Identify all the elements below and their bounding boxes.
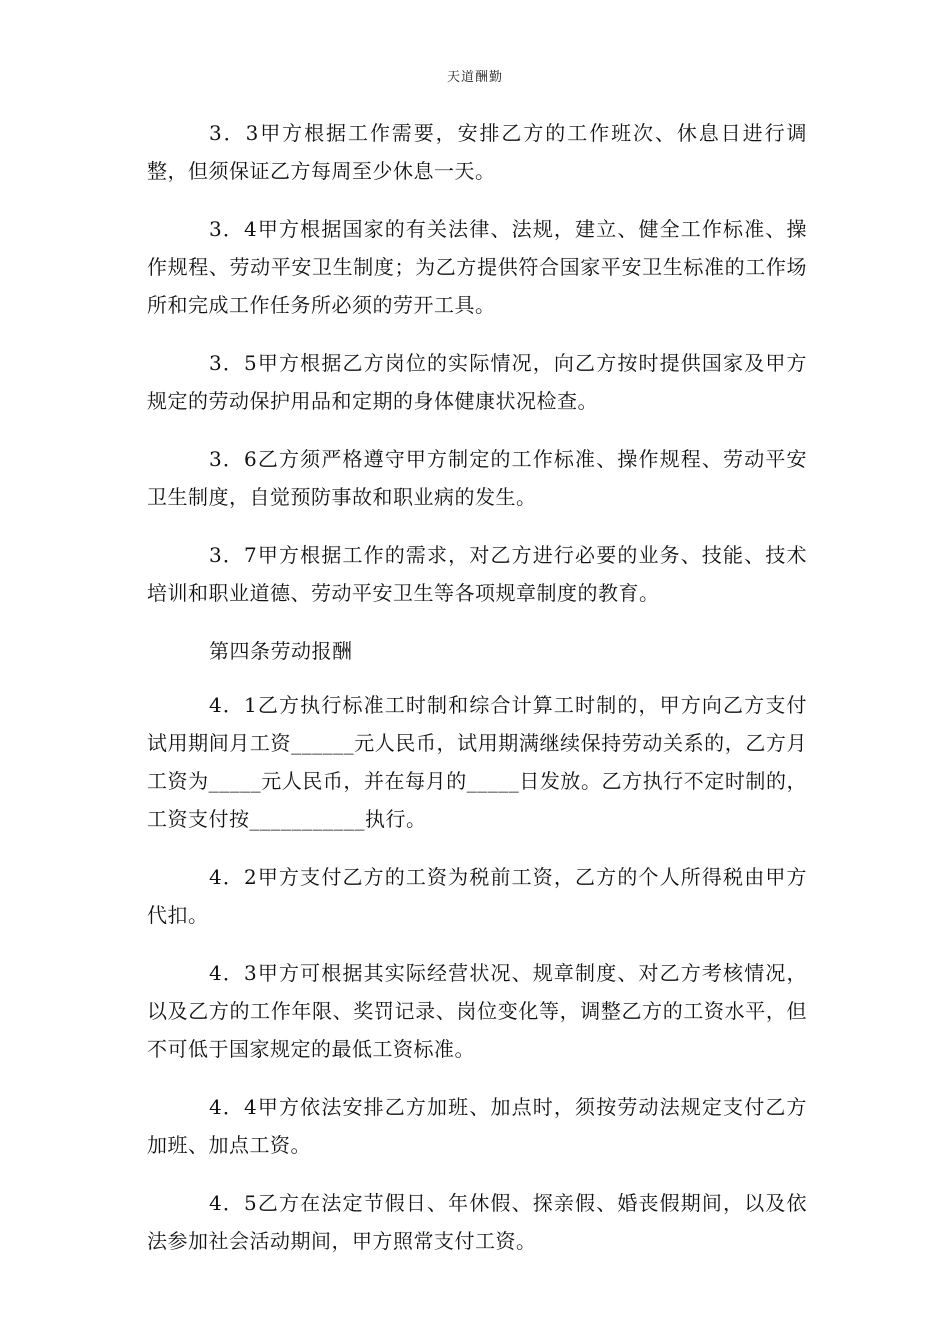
- clause-3-6: 3．6乙方须严格遵守甲方制定的工作标准、操作规程、劳动平安卫生制度，自觉预防事故和职业病的发生。: [147, 447, 807, 509]
- clause-4-4: 4．4甲方依法安排乙方加班、加点时，须按劳动法规定支付乙方加班、加点工资。: [147, 1095, 807, 1157]
- page-header: 天道酬勤: [446, 70, 503, 85]
- clause-4-1: 4．1乙方执行标准工时制和综合计算工时制的，甲方向乙方支付试用期间月工资______元人民币，试用期满继续保持劳动关系的，乙方月工资为_____元人民币，并在每月的_____日发放。乙方执行不定时制的，工资支付按___________执行。: [147, 693, 807, 831]
- clause-4-2: 4．2甲方支付乙方的工资为税前工资，乙方的个人所得税由甲方代扣。: [147, 865, 807, 927]
- document-body: [147, 114, 807, 1280]
- clause-3-5: 3．5甲方根据乙方岗位的实际情况，向乙方按时提供国家及甲方规定的劳动保护用品和定期的身体健康状况检查。: [147, 351, 807, 413]
- clause-4-3: 4．3甲方可根据其实际经营状况、规章制度、对乙方考核情况，以及乙方的工作年限、奖罚记录、岗位变化等，调整乙方的工资水平，但不可低于国家规定的最低工资标准。: [147, 961, 807, 1061]
- section-heading: 第四条劳动报酬: [209, 639, 353, 663]
- clause-3-4: 3．4甲方根据国家的有关法律、法规，建立、健全工作标准、操作规程、劳动平安卫生制度；为乙方提供符合国家平安卫生标准的工作场所和完成工作任务所必须的劳开工具。: [147, 217, 807, 317]
- clause-3-3: 3．3甲方根据工作需要，安排乙方的工作班次、休息日进行调整，但须保证乙方每周至少休息一天。: [147, 121, 807, 183]
- clause-3-7: 3．7甲方根据工作的需求，对乙方进行必要的业务、技能、技术培训和职业道德、劳动平安卫生等各项规章制度的教育。: [147, 543, 807, 605]
- clause-4-5: 4．5乙方在法定节假日、年休假、探亲假、婚丧假期间，以及依法参加社会活动期间，甲方照常支付工资。: [147, 1191, 807, 1253]
